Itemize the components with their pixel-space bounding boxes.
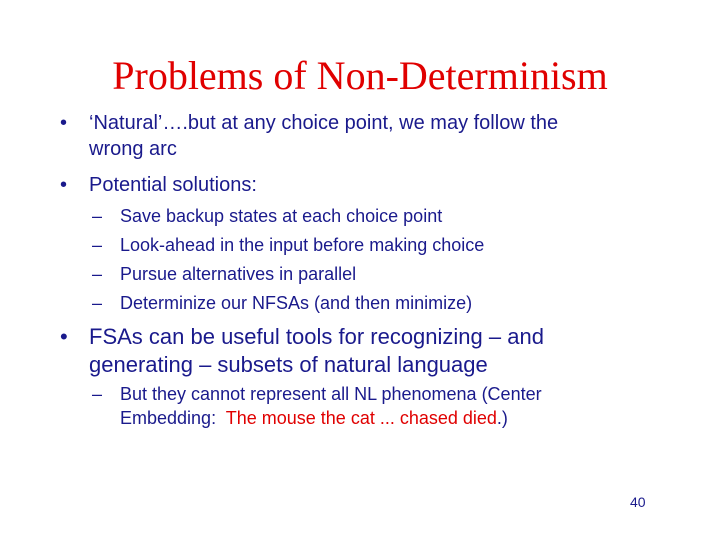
bullet-potential-solutions — [60, 172, 680, 198]
solutions-list — [92, 202, 652, 318]
bullet-marker: • — [60, 174, 68, 196]
dash-marker: – — [92, 264, 103, 284]
bullet-fsa-tools — [60, 323, 680, 379]
dash-marker: – — [92, 206, 103, 226]
nl-note-text — [120, 382, 632, 430]
dash-marker: – — [92, 235, 103, 255]
list-item-text: Look-ahead in the input before making choice — [120, 235, 485, 255]
slide-title: Problems of Non-Determinism — [112, 53, 608, 98]
bullet-marker: • — [60, 324, 68, 349]
nl-note — [92, 382, 632, 430]
center-embedding-example: The mouse the cat ... chased died — [225, 408, 497, 428]
dash-marker: – — [92, 384, 103, 404]
bullet-text-line2: generating – subsets of natural language — [89, 352, 488, 377]
bullet-text-line2: wrong arc — [89, 138, 177, 160]
bullet-text-line1: FSAs can be useful tools for recognizing – and — [89, 324, 544, 349]
list-item — [92, 202, 652, 231]
bullet-text: Potential solutions: — [89, 174, 257, 196]
list-item-text: Determinize our NFSAs (and then minimize) — [120, 293, 473, 313]
bullet-natural — [60, 110, 680, 162]
list-item-text: Pursue alternatives in parallel — [120, 264, 357, 284]
bullet-text — [89, 323, 680, 379]
list-item-text: Save backup states at each choice point — [120, 206, 443, 226]
bullet-text — [89, 110, 680, 162]
list-item — [92, 231, 652, 260]
bullet-marker: • — [60, 112, 68, 134]
nl-note-line2-prefix: Embedding: — [120, 408, 226, 428]
nl-note-line1: But they cannot represent all NL phenomena (Center — [120, 384, 542, 404]
list-item — [92, 289, 652, 318]
list-item — [92, 260, 652, 289]
nl-note-line2-suffix: .) — [496, 408, 508, 428]
dash-marker: – — [92, 293, 103, 313]
page-number: 40 — [630, 494, 646, 510]
bullet-text-line1: ‘Natural’….but at any choice point, we may follow the — [89, 112, 559, 134]
